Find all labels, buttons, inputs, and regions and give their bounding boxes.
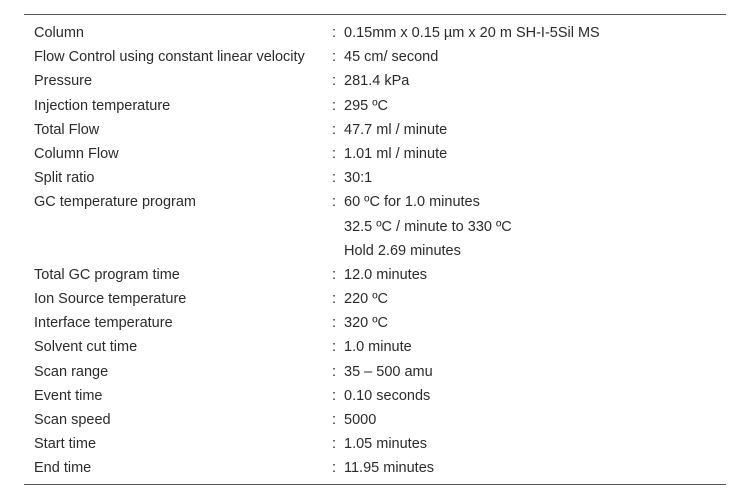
table-row	[34, 118, 724, 142]
separator: :	[332, 387, 337, 404]
parameter-value: 281.4 kPa	[344, 73, 410, 90]
separator: :	[332, 97, 337, 114]
parameter-label: Scan speed	[34, 412, 111, 428]
table-row	[34, 335, 724, 359]
table-row	[34, 142, 724, 166]
parameter-value: 0.15mm x 0.15 µm x 20 m SH-I-5Sil MS	[344, 25, 600, 41]
table-row	[34, 456, 724, 480]
table-row	[34, 94, 724, 118]
parameter-label: Injection temperature	[34, 97, 171, 114]
separator: :	[332, 291, 337, 308]
table-top-rule	[24, 14, 726, 15]
parameter-label: GC temperature program	[34, 194, 196, 211]
parameter-label: Ion Source temperature	[34, 291, 187, 308]
table-row-continuation	[34, 215, 724, 239]
parameter-label: Total GC program time	[34, 266, 180, 283]
parameter-label: Pressure	[34, 73, 93, 90]
parameter-label: Column Flow	[34, 145, 119, 162]
parameter-label: Total Flow	[34, 121, 100, 138]
parameter-value: 220 ºC	[344, 291, 388, 308]
table-row	[34, 69, 724, 93]
separator-blank	[332, 239, 344, 263]
table-row	[34, 408, 724, 432]
separator: :	[332, 412, 337, 428]
parameter-value: 60 ºC for 1.0 minutes	[344, 194, 480, 211]
parameter-value: 320 ºC	[344, 315, 388, 332]
parameter-label: End time	[34, 460, 92, 477]
parameter-label: Start time	[34, 436, 97, 453]
parameter-label: Solvent cut time	[34, 339, 138, 356]
parameter-label: Event time	[34, 387, 103, 404]
table-row	[34, 384, 724, 408]
parameter-value: 30:1	[344, 170, 373, 187]
parameter-label	[34, 239, 332, 263]
table-row	[34, 190, 724, 214]
parameter-value: 45 cm/ second	[344, 49, 439, 66]
parameter-value: 1.01 ml / minute	[344, 145, 448, 162]
parameter-value: 295 ºC	[344, 97, 388, 114]
parameter-label	[34, 215, 332, 239]
separator: :	[332, 363, 337, 380]
parameter-value: 1.05 minutes	[344, 436, 428, 453]
parameter-value: 12.0 minutes	[344, 266, 428, 283]
parameter-value: 0.10 seconds	[344, 387, 431, 404]
parameter-value: 11.95 minutes	[344, 460, 435, 477]
separator: :	[332, 339, 337, 356]
parameter-value: 5000	[344, 412, 377, 428]
separator: :	[332, 436, 337, 453]
table-row-continuation	[34, 239, 724, 263]
table-row	[34, 21, 724, 45]
separator: :	[332, 73, 337, 90]
separator: :	[332, 266, 337, 283]
parameter-label: Flow Control using constant linear velocity	[34, 49, 305, 66]
table-row	[34, 166, 724, 190]
parameter-value: 35 – 500 amu	[344, 363, 433, 380]
separator: :	[332, 25, 337, 41]
separator-blank	[332, 215, 344, 239]
separator: :	[332, 145, 337, 162]
separator: :	[332, 121, 337, 138]
separator: :	[332, 460, 337, 477]
parameter-value: 47.7 ml / minute	[344, 121, 448, 138]
parameter-value: 1.0 minute	[344, 339, 412, 356]
gcms-parameters-table	[34, 21, 724, 481]
parameter-label: Column	[34, 25, 84, 41]
parameter-value: Hold 2.69 minutes	[344, 242, 461, 259]
table-bottom-rule	[24, 484, 726, 485]
separator: :	[332, 49, 337, 66]
table-row	[34, 311, 724, 335]
table-row	[34, 360, 724, 384]
table-row	[34, 45, 724, 69]
parameter-label: Scan range	[34, 363, 109, 380]
parameter-label: Interface temperature	[34, 315, 173, 332]
separator: :	[332, 194, 337, 211]
table-row	[34, 287, 724, 311]
parameter-value: 32.5 ºC / minute to 330 ºC	[344, 218, 512, 235]
table-row	[34, 263, 724, 287]
separator: :	[332, 315, 337, 332]
parameter-label: Split ratio	[34, 170, 95, 187]
table-row	[34, 432, 724, 456]
separator: :	[332, 170, 337, 187]
